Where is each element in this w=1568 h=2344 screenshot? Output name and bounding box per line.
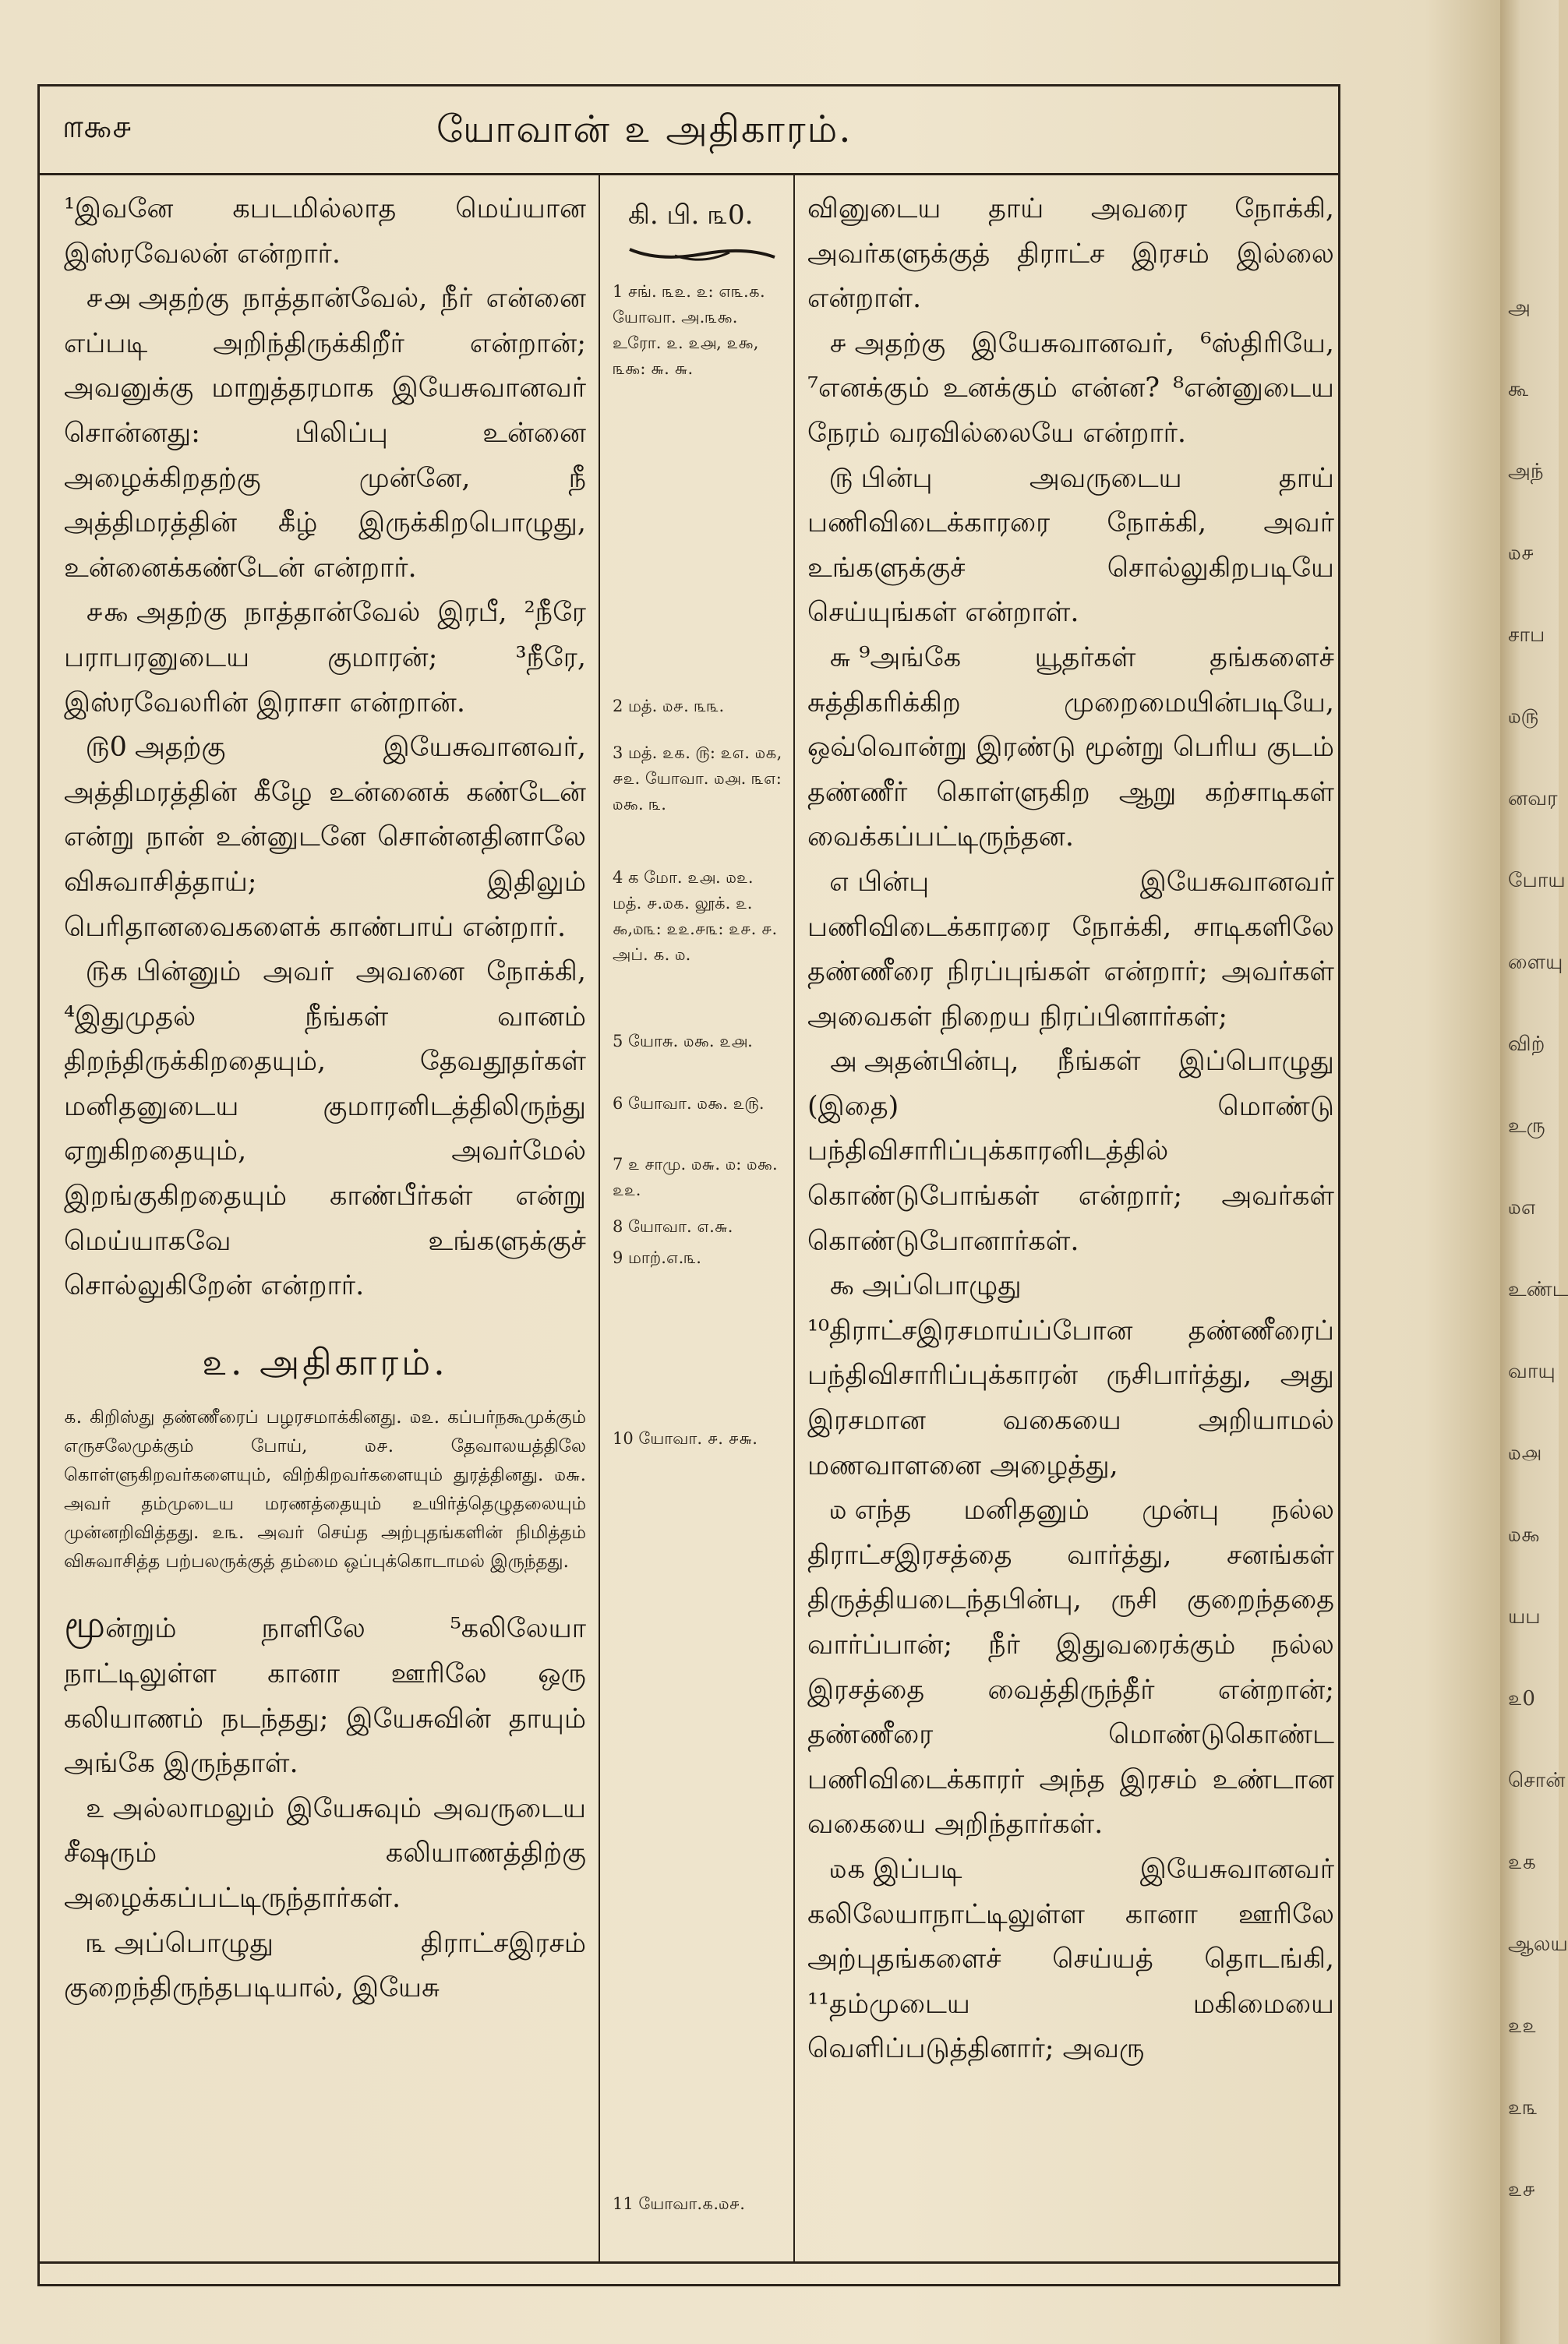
verse-text: பின்பு இயேசுவானவர் பணிவிடைக்காரரை நோக்கி, சாடிகளிலே தண்ணீரை நிரப்புங்கள் என்றார்; அவர்கள் அவைகள் நிறைய நிரப்பினார்கள்; (807, 866, 1334, 1033)
page-number: ௱௯௪ (62, 109, 132, 145)
adjacent-page-fragment: ௰௯ (1508, 1523, 1540, 1547)
verse-text: இப்படி இயேசுவானவர் கலிலேயாநாட்டிலுள்ள கானா ஊரிலே அற்புதங்களைச் செய்யத் தொடங்கி, ¹¹தம்முடைய மகிமையை வெளிப்படுத்தினார்; அவரு (807, 1853, 1334, 2065)
verse-number: ௪ (829, 327, 847, 359)
adjacent-page-fragment: ௰௮ (1508, 1442, 1542, 1465)
adjacent-page-fragment: அ (1508, 296, 1531, 319)
chapter-heading: ௨. அதிகாரம். (202, 1340, 448, 1383)
verse-text: அல்லாமலும் இயேசுவும் அவருடைய சீஷரும் கலியாணத்திற்கு அழைக்கப்பட்டிருந்தார்கள். (64, 1792, 586, 1914)
verse-number: ௫0 (86, 732, 127, 764)
adjacent-page-fragment: ௨௩ (1508, 2096, 1538, 2120)
bottom-rule (37, 2261, 1340, 2264)
verse-number: ௩ (86, 1927, 107, 1959)
reference-entry: 9 மாற்.௭.௩. (613, 1248, 701, 1267)
adjacent-page-fragment: ளையு (1508, 951, 1563, 974)
adjacent-page-fragment: ௨0 (1508, 1687, 1535, 1710)
verse-number: ௫ (829, 462, 853, 494)
adjacent-page-fragment: சாப (1508, 623, 1545, 647)
adjacent-page-fragment: உரு (1508, 1114, 1545, 1138)
verse-text: அதன்பின்பு, நீங்கள் இப்பொழுது (இதை) மொண்டு பந்திவிசாரிப்புக்காரனிடத்தில் கொண்டுபோங்கள் என்றார்; அவர்கள் கொண்டுபோனார்கள். (807, 1046, 1334, 1257)
verse-number: ௪௯ (86, 597, 129, 629)
verse-paragraph (64, 591, 586, 725)
reference-entry: 7 ௨ சாமு. ௰௬. ௰: ௰௯. ௨௨. (613, 1155, 778, 1199)
verse-number: ௪௮ (86, 283, 131, 315)
adjacent-page-fragment: உண்ட (1508, 1278, 1568, 1301)
reference-column-heading: கி. பி. ௩0. (628, 199, 754, 231)
verse-paragraph (807, 1264, 1334, 1488)
right-text-column (807, 187, 1334, 2072)
verse-paragraph (807, 187, 1334, 322)
reference-entry: 3 மத். ௨௧. ௫: ௨௭. ௰௧, ௪௨. யோவா. ௰௮. ௩௭: ௰௯. ௩. (613, 743, 782, 814)
verse-text: பின்னும் அவர் அவனை நோக்கி, ⁴இதுமுதல் நீங்கள் வானம் திறந்திருக்கிறதையும், தேவதூதர்கள் மனிதனுடைய குமாரனிடத்திலிருந்து ஏறுகிறதையும், அவர்மேல் இறங்குகிறதையும் காண்பீர்கள் என்று மெய்யாகவே உங்களுக்குச் சொல்லுகிறேன் என்றார். (64, 956, 586, 1302)
reference-entry: 11 யோவா.௧.௰௪. (613, 2194, 745, 2213)
verse-number: ௰௧ (829, 1853, 866, 1885)
verse-number: ௨ (86, 1792, 105, 1824)
adjacent-page-fragment: யப (1508, 1605, 1541, 1629)
verse-number: ௭ (829, 866, 850, 898)
adjacent-page-fragment: ௨௪ (1508, 2178, 1536, 2201)
adjacent-page-fragment: ௨௨ (1508, 2014, 1537, 2038)
column-rule-left (599, 175, 600, 2261)
verse-number: ௯ (829, 1270, 855, 1302)
reference-entry: 5 யோசு. ௰௯. ௨௮. (613, 1032, 753, 1050)
adjacent-page-fragment: ஆலய (1508, 1933, 1568, 1956)
left-verses (64, 187, 586, 1309)
verse-paragraph (64, 950, 586, 1309)
running-head: யோவான் ௨ அதிகாரம். (436, 108, 853, 151)
verse-text: அதற்கு நாத்தான்வேல் இரபீ, ²நீரே பராபரனுடைய குமாரன்; ³நீரே, இஸ்ரவேலரின் இராசா என்றான். (64, 597, 586, 718)
adjacent-page-fragment: விற் (1508, 1033, 1545, 1056)
verse-paragraph (807, 636, 1334, 860)
verse-number: ௮ (829, 1046, 856, 1078)
verse-text: ¹இவனே கபடமில்லாத மெய்யான இஸ்ரவேலன் என்றார். (64, 193, 586, 270)
verse-paragraph (64, 277, 586, 591)
verse-text: வினுடைய தாய் அவரை நோக்கி, அவர்களுக்குத் திராட்ச இரசம் இல்லை என்றாள். (807, 193, 1334, 315)
verse-text: ன்றும் நாளிலே ⁵கலிலேயா நாட்டிலுள்ள கானா ஊரிலே ஒரு கலியாணம் நடந்தது; இயேசுவின் தாயும் அங்கே இருந்தாள். (64, 1613, 586, 1780)
verse-text: அப்பொழுது ¹⁰திராட்சஇரசமாய்ப்போன தண்ணீரைப் பந்திவிசாரிப்புக்காரன் ருசிபார்த்து, அது இரசமான வகையை அறியாமல் மணவாளனை அழைத்து, (807, 1270, 1334, 1481)
verse-text: அதற்கு இயேசுவானவர், அத்திமரத்தின் கீழே உன்னைக் கண்டேன் என்று நான் உன்னுடனே சொன்னதினாலே விசுவாசித்தாய்; இதிலும் பெரிதானவைகளைக் காண்பாய் என்றார். (64, 732, 586, 943)
adjacent-page-fragment: ௰௪ (1508, 542, 1534, 565)
reference-entry: 1 சங். ௩௨. ௨: ௭௩.௧. யோவா. அ.௩௯. உரோ. ௨. ௨௮, ௨௯, ௩௯: ௬. ௬. (613, 282, 765, 378)
verse-text: பின்பு அவருடைய தாய் பணிவிடைக்காரரை நோக்கி, அவர் உங்களுக்குச் சொல்லுகிறபடியே செய்யுங்கள் என்றாள். (807, 462, 1334, 629)
drop-cap: மூ (64, 1603, 106, 1647)
column-rule-right (793, 175, 795, 2261)
verse-text: அப்பொழுது திராட்சஇரசம் குறைந்திருந்தபடியால், இயேசு (64, 1927, 586, 2004)
adjacent-page-fragment: வாயு (1508, 1360, 1556, 1383)
reference-entry: 4 க மோ. ௨௮. ௰௨. மத். ௪.௰௧. லூக். ௨. ௯,௰௩: ௨௨.௪௩: ௨௪. ௪. அப். ௧. ௰. (613, 868, 778, 964)
adjacent-page-fragment: போய (1508, 869, 1566, 892)
verse-number: ௬ (829, 641, 852, 673)
adjacent-page-fragment: அந் (1508, 460, 1544, 483)
verse-text: ⁹அங்கே யூதர்கள் தங்களைச் சுத்திகரிக்கிற முறைமையின்படியே, ஒவ்வொன்று இரண்டு மூன்று பெரிய குடம் தண்ணீர் கொள்ளுகிற ஆறு கற்சாடிகள் வைக்கப்பட்டிருந்தன. (807, 641, 1334, 853)
ornament-swash (628, 242, 776, 265)
verse-number: ௰ (829, 1495, 847, 1527)
adjacent-page-fragment: ௰௫ (1508, 705, 1539, 729)
verse-text: அதற்கு நாத்தான்வேல், நீர் என்னை எப்படி அறிந்திருக்கிறீர் என்றான்; அவனுக்கு மாறுத்தரமாக இயேசுவானவர் சொன்னது: பிலிப்பு உன்னை அழைக்கிறதற்கு முன்னே, நீ அத்திமரத்தின் கீழ் இருக்கிறபொழுது, உன்னைக்கண்டேன் என்றார். (64, 283, 586, 584)
verse-paragraph (807, 860, 1334, 1040)
verse-paragraph (807, 457, 1334, 636)
chapter-summary: ௧. கிறிஸ்து தண்ணீரைப் பழரசமாக்கினது. ௰௨. கப்பர்நகூமுக்கும் எருசலேமுக்கும் போய், ௰௪. தேவாலயத்திலே கொள்ளுகிறவர்களையும், விற்கிறவர்களையும் துரத்தினது. ௰௬. அவர் தம்முடைய மரணத்தையும் உயிர்த்தெழுதலையும் முன்னறிவித்தது. ௨௩. அவர் செய்த அற்புதங்களின் நிமித்தம் விசுவாசித்த பற்பலருக்குத் தம்மை ஒப்புக்கொடாமல் இருந்தது. (64, 1407, 586, 1573)
verse-paragraph (64, 187, 586, 277)
adjacent-page-fragment: ௨௧ (1508, 1851, 1537, 1874)
reference-entry: 10 யோவா. ௪. ௪௬. (613, 1429, 758, 1448)
adjacent-page-edge (1500, 0, 1568, 2344)
verse-paragraph (807, 1848, 1334, 2072)
verse-paragraph (64, 1603, 586, 1786)
right-verses (807, 187, 1334, 2072)
verse-paragraph (807, 1488, 1334, 1848)
verse-paragraph (64, 1922, 586, 2011)
reference-entry: 6 யோவா. ௰௯. ௨௫. (613, 1094, 765, 1113)
verse-paragraph (807, 1040, 1334, 1264)
adjacent-page-fragment: னவர (1508, 787, 1558, 810)
verse-paragraph (807, 322, 1334, 457)
verse-text: அதற்கு இயேசுவானவர், ⁶ஸ்திரியே, ⁷எனக்கும் உனக்கும் என்ன? ⁸என்னுடைய நேரம் வரவில்லையே என்றார். (807, 327, 1334, 449)
adjacent-page-fragment: ௰௭ (1508, 1196, 1537, 1220)
reference-entry: 8 யோவா. ௭.௬. (613, 1217, 733, 1236)
reference-entry: 2 மத். ௰௪. ௩௩. (613, 697, 725, 715)
adjacent-page-fragment: கூ (1508, 378, 1529, 401)
verse-text: எந்த மனிதனும் முன்பு நல்ல திராட்சஇரசத்தை வார்த்து, சனங்கள் திருத்தியடைந்தபின்பு, ருசி குறைந்ததை வார்ப்பான்; நீர் இதுவரைக்கும் நல்ல இரசத்தை வைத்திருந்தீர் என்றான்; தண்ணீரை மொண்டுகொண்ட பணிவிடைக்காரர் அந்த இரசம் உண்டான வகையை அறிந்தார்கள். (807, 1495, 1334, 1841)
header-rule (37, 173, 1340, 175)
verse-paragraph (64, 1787, 586, 1922)
left-text-column (64, 187, 586, 2011)
verse-number: ௫௧ (86, 956, 129, 988)
chapter-verses (64, 1603, 586, 2010)
adjacent-page-fragment: சொன் (1508, 1769, 1566, 1792)
verse-paragraph (64, 725, 586, 950)
